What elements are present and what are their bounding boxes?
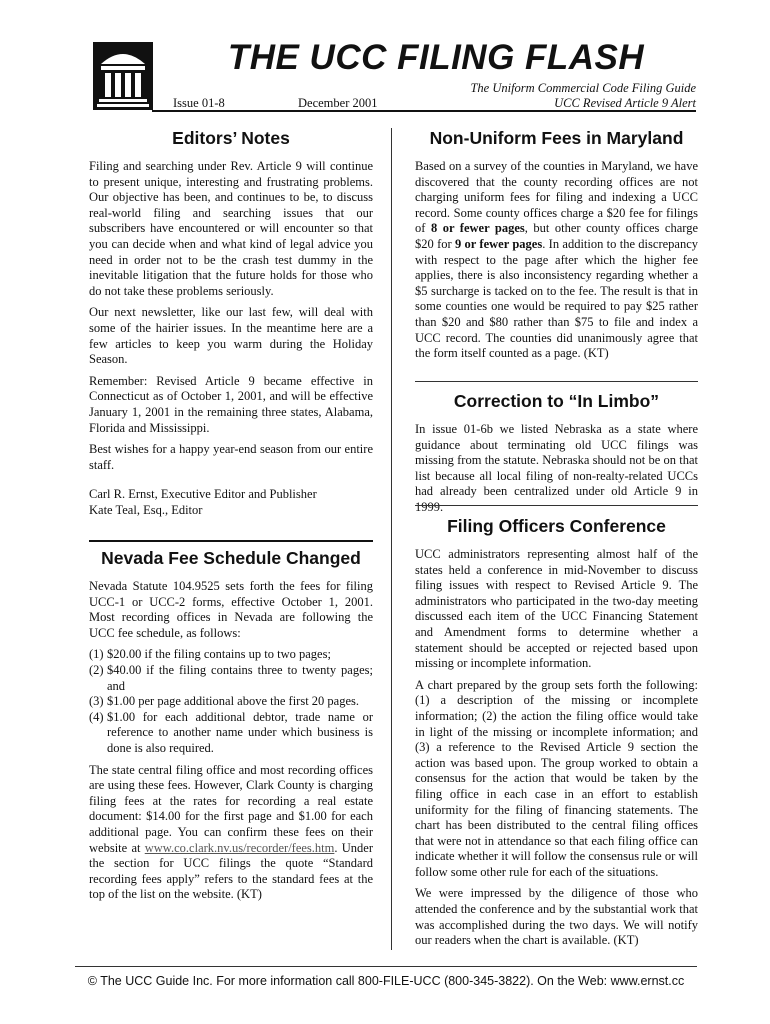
editors-notes-paragraph: Best wishes for a happy year-end season from our entire staff. [89, 442, 373, 472]
editors-notes-section [89, 128, 373, 524]
building-columns-icon [93, 42, 153, 110]
conference-heading: Filing Officers Conference [447, 516, 666, 536]
maryland-paragraph [415, 159, 698, 362]
list-item [89, 647, 373, 663]
maryland-section [415, 128, 698, 368]
section-rule [415, 381, 698, 382]
maryland-heading: Non-Uniform Fees in Maryland [429, 128, 684, 148]
issue-date: December 2001 [298, 96, 378, 110]
list-text: $1.00 per page additional above the first 20 pages. [107, 694, 360, 709]
tagline-line-2: UCC Revised Article 9 Alert [554, 96, 696, 110]
newsletter-title: THE UCC FILING FLASH [227, 38, 645, 77]
nevada-section [89, 548, 373, 909]
limbo-paragraph: In issue 01-6b we listed Nebraska as a state where guidance about terminating old UCC filings was missing from the statute. Nebraska should not be on that list because all local filing of non-realty-related UCCs had already been centralized under old Article 9 in 1999. [415, 422, 698, 514]
conference-paragraph: A chart prepared by the group sets forth the following: (1) a description of the missing or incomplete information; (2) the action the filing office would take in light of the missing or incomplete information; and (3) a reference to the Revised Article 9 section the action was based upon. The group worked to obtain a consensus for the action that would be taken by the filing office in each case in an effort to establish uniformity for the filing of financing statements. The chart has been distributed to the central filing offices that were not in attendance so that each filing office can indicate whether it will follow the consensus rule or will follow some other rule for each of the situations. [415, 677, 698, 879]
clark-county-fees-link[interactable]: www.co.clark.nv.us/recorder/fees.htm [144, 840, 335, 855]
section-rule [89, 540, 373, 542]
fee-list [89, 647, 373, 756]
footer-rule [75, 966, 697, 967]
column-divider [391, 128, 392, 950]
section-rule [415, 505, 698, 506]
nevada-paragraph [89, 763, 373, 903]
list-text: $20.00 if the filing contains up to two pages; [107, 647, 331, 662]
nevada-paragraph: Nevada Statute 104.9525 sets forth the fees for filing UCC-1 or UCC-2 forms, effective October 1, 2001. Most recording offices in Nevada are following the UCC fee schedule, as follows: [89, 579, 373, 640]
conference-section [415, 516, 698, 955]
tagline [470, 81, 696, 111]
nevada-heading: Nevada Fee Schedule Changed [101, 548, 361, 568]
tagline-line-1: The Uniform Commercial Code Filing Guide [470, 81, 696, 95]
footer-text: © The UCC Guide Inc. For more information call 800-FILE-UCC (800-345-3822). On the Web: www.ernst.cc [87, 974, 685, 988]
nevada-text: . Under the section for UCC filings the quote “Standard recording fees apply” refers to the standard fees at the top of the list on the website. (KT) [89, 840, 373, 902]
list-number: (1) [89, 647, 104, 662]
list-item [89, 710, 373, 757]
maryland-text: , but other county offices charge $20 for [415, 221, 699, 251]
maryland-text: . In addition to the discrepancy with respect to the page after which the higher fee applies, there is also inconsistency regarding whether a $5 surcharge is tacked on to the fee. The result is that in some counties one would be required to pay $25 rather than $20 and $80 rather than $75 to file and index a UCC record. The counties did unanimously agree that the form itself counted as a page. (KT) [415, 236, 698, 361]
conference-paragraph: We were impressed by the diligence of those who attended the conference and by the substantial work that was accomplished during the two days. We will notify our readers when the chart is available. (KT) [415, 886, 698, 948]
list-number: (3) [89, 694, 104, 709]
limbo-section [415, 391, 698, 522]
list-text: $1.00 for each additional debtor, trade name or reference to another name under which business is done is also required. [107, 709, 373, 755]
list-item [89, 694, 373, 710]
editors-notes-heading: Editors’ Notes [172, 128, 290, 148]
maryland-text: Based on a survey of the counties in Maryland, we have discovered that the county recording offices are not charging uniform fees for filing and indexing a UCC record. Some county offices charge a $20 fee for filings of [415, 159, 698, 236]
editors-notes-paragraph: Filing and searching under Rev. Article 9 will continue to present unique, interesting and frustrating problems. Our objective has been, and continues to be, to discuss real-world filing and searching issues that our subscribers have encountered or will encounter so that you can decide when and what kind of legal advice you need in order not to be the crash test dummy in the inevitable litigation that the future holds for those who do not take these problems seriously. [89, 159, 373, 298]
maryland-bold-text: 9 or fewer pages [454, 236, 543, 251]
editors-notes-paragraph: Our next newsletter, like our last few, will deal with some of the hairier issues. In the meantime here are a few articles to keep you warm during the Holiday Season. [89, 305, 373, 367]
list-text: $40.00 if the filing contains three to twenty pages; and [107, 662, 373, 693]
list-number: (2) [89, 662, 104, 677]
signature-editor: Kate Teal, Esq., Editor [89, 502, 203, 517]
list-number: (4) [89, 709, 104, 724]
editors-notes-paragraph: Remember: Revised Article 9 became effective in Connecticut as of October 1, 2001, and will be effective January 1, 2001 in the remaining three states, Alabama, Florida and Mississippi. [89, 373, 373, 435]
issue-number: Issue 01-8 [173, 96, 225, 110]
limbo-heading: Correction to “In Limbo” [453, 391, 660, 411]
masthead-rule [152, 110, 696, 112]
list-item [89, 663, 373, 694]
maryland-bold-text: 8 or fewer pages [430, 221, 525, 236]
nevada-text: The state central filing office and most recording offices are using these fees. However, Clark County is charging filing fees at the rates for recording a real estate document: $14.00 for the first page and $1.00 for each additional page. You can confirm these fees on their website at [89, 762, 373, 855]
signature-publisher: Carl R. Ernst, Executive Editor and Publisher [89, 487, 317, 502]
conference-paragraph: UCC administrators representing almost half of the states held a conference in mid-November to discuss filing issues with respect to Revised Article 9. The administrators who participated in the two-day meeting discussed each item of the UCC Financing Statement and Amendment forms to determine whether a statement should be accepted or rejected based upon missing or incomplete information. [415, 547, 698, 671]
